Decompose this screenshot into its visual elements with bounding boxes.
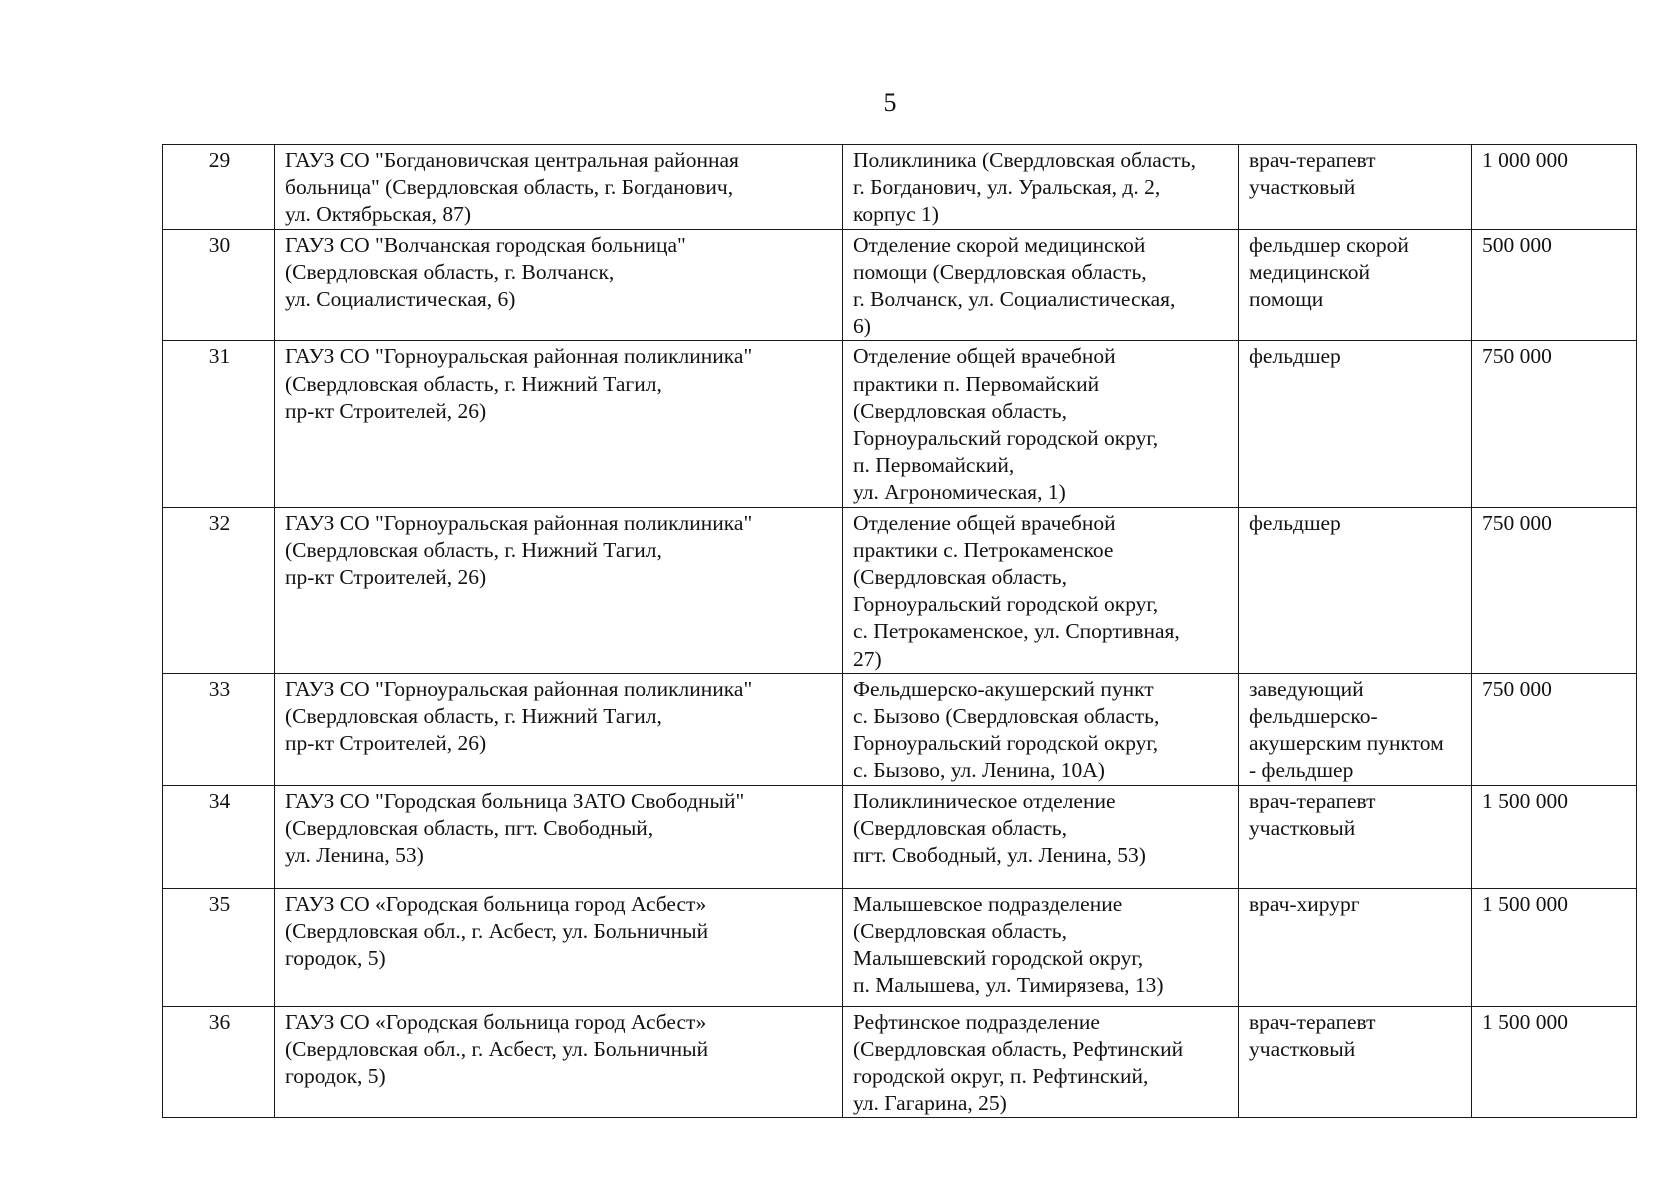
- organization-line: ул. Социалистическая, 6): [285, 287, 516, 312]
- workplace-line: Горноуральский городской округ,: [853, 426, 1159, 451]
- workplace-line: п. Первомайский,: [853, 453, 1015, 478]
- organization-cell: [275, 341, 843, 507]
- organization-line: больница" (Свердловская область, г. Богданович,: [285, 175, 734, 200]
- position-cell: [1239, 1006, 1472, 1118]
- organization-line: ул. Октябрьская, 87): [285, 202, 471, 227]
- position-cell: [1239, 673, 1472, 785]
- page-number: 5: [883, 88, 897, 117]
- position-line: акушерским пунктом: [1249, 731, 1444, 756]
- amount-cell: [1472, 145, 1637, 230]
- amount-cell: [1472, 507, 1637, 673]
- organization-line: ГАУЗ СО "Богдановичская центральная районная: [285, 148, 739, 172]
- position-cell: [1239, 888, 1472, 1006]
- workplace-line: (Свердловская область,: [853, 398, 1067, 423]
- organization-line: (Свердловская область, г. Нижний Тагил,: [285, 371, 662, 396]
- workplace-line: п. Малышева, ул. Тимирязева, 13): [853, 973, 1164, 998]
- position-line: врач-терапевт: [1249, 788, 1376, 813]
- workplace-line: Поликлиника (Свердловская область,: [853, 148, 1196, 172]
- table-row: [163, 673, 1637, 785]
- workplace-line: г. Богданович, ул. Уральская, д. 2,: [853, 175, 1161, 200]
- row-number: 30: [208, 232, 231, 257]
- workplace-line: ул. Агрономическая, 1): [853, 480, 1066, 505]
- workplace-line: Фельдшерско-акушерский пункт: [853, 676, 1154, 701]
- workplace-line: Отделение скорой медицинской: [853, 232, 1146, 257]
- organization-line: ГАУЗ СО "Горноуральская районная поликлиника": [285, 676, 753, 701]
- row-number-cell: [163, 785, 275, 888]
- row-number-cell: [163, 673, 275, 785]
- row-number-cell: [163, 888, 275, 1006]
- table-row: [163, 888, 1637, 1006]
- organization-line: ГАУЗ СО «Городская больница город Асбест»: [285, 891, 707, 916]
- position-line: участковый: [1249, 815, 1356, 840]
- organization-line: городок, 5): [285, 946, 386, 971]
- position-cell: [1239, 341, 1472, 507]
- organization-line: ул. Ленина, 53): [285, 843, 424, 868]
- row-number: 34: [208, 788, 231, 813]
- amount-cell: [1472, 1006, 1637, 1118]
- organization-cell: [275, 145, 843, 230]
- organization-line: (Свердловская обл., г. Асбест, ул. Больничный: [285, 1036, 709, 1061]
- organization-cell: [275, 229, 843, 341]
- table-row: [163, 507, 1637, 673]
- row-number: 35: [208, 891, 231, 916]
- row-number-cell: [163, 229, 275, 341]
- position-line: заведующий: [1249, 676, 1364, 701]
- organization-line: ГАУЗ СО "Горноуральская районная поликлиника": [285, 510, 753, 535]
- row-number: 33: [208, 676, 231, 701]
- workplace-cell: [843, 229, 1239, 341]
- organization-line: городок, 5): [285, 1064, 386, 1089]
- organization-line: пр-кт Строителей, 26): [285, 565, 487, 590]
- table-row: [163, 229, 1637, 341]
- workplace-line: Рефтинское подразделение: [853, 1009, 1100, 1034]
- row-number-cell: [163, 507, 275, 673]
- position-cell: [1239, 229, 1472, 341]
- row-number: 31: [208, 344, 231, 369]
- workplace-line: Малышевское подразделение: [853, 891, 1123, 916]
- position-line: участковый: [1249, 175, 1356, 200]
- workplace-line: Отделение общей врачебной: [853, 510, 1116, 535]
- row-number: 32: [208, 510, 231, 535]
- workplace-line: пгт. Свободный, ул. Ленина, 53): [853, 843, 1146, 868]
- workplace-line: г. Волчанск, ул. Социалистическая,: [853, 287, 1176, 312]
- workplace-cell: [843, 1006, 1239, 1118]
- position-line: участковый: [1249, 1036, 1356, 1061]
- position-line: фельдшер: [1249, 510, 1341, 535]
- payment-amount: 1 500 000: [1482, 1009, 1568, 1034]
- workplace-line: Поликлиническое отделение: [853, 788, 1116, 813]
- amount-cell: [1472, 888, 1637, 1006]
- organization-line: (Свердловская обл., г. Асбест, ул. Больничный: [285, 918, 709, 943]
- organization-line: пр-кт Строителей, 26): [285, 731, 487, 756]
- organization-line: ГАУЗ СО "Городская больница ЗАТО Свободный": [285, 788, 745, 813]
- workplace-line: (Свердловская область,: [853, 565, 1067, 590]
- table-row: [163, 145, 1637, 230]
- organization-line: ГАУЗ СО "Волчанская городская больница": [285, 232, 686, 257]
- payment-amount: 1 000 000: [1482, 148, 1568, 172]
- workplace-cell: [843, 673, 1239, 785]
- workplace-line: корпус 1): [853, 202, 939, 227]
- workplace-line: (Свердловская область,: [853, 815, 1067, 840]
- position-line: - фельдшер: [1249, 758, 1354, 783]
- payment-amount: 1 500 000: [1482, 891, 1568, 916]
- position-line: врач-терапевт: [1249, 1009, 1376, 1034]
- organization-cell: [275, 507, 843, 673]
- position-line: фельдшер: [1249, 344, 1341, 369]
- table-row: [163, 341, 1637, 507]
- workplace-line: Горноуральский городской округ,: [853, 592, 1159, 617]
- workplace-line: Горноуральский городской округ,: [853, 731, 1159, 756]
- amount-cell: [1472, 341, 1637, 507]
- organization-line: (Свердловская область, г. Нижний Тагил,: [285, 704, 662, 729]
- workplace-cell: [843, 507, 1239, 673]
- organization-line: (Свердловская область, г. Нижний Тагил,: [285, 537, 662, 562]
- organization-cell: [275, 1006, 843, 1118]
- workplace-line: с. Петрокаменское, ул. Спортивная,: [853, 619, 1180, 644]
- organization-line: (Свердловская область, г. Волчанск,: [285, 259, 615, 284]
- workplace-cell: [843, 888, 1239, 1006]
- table-row: [163, 1006, 1637, 1118]
- organization-cell: [275, 785, 843, 888]
- payment-amount: 750 000: [1482, 676, 1552, 701]
- workplace-cell: [843, 785, 1239, 888]
- row-number-cell: [163, 145, 275, 230]
- organization-line: ГАУЗ СО "Горноуральская районная поликлиника": [285, 344, 753, 369]
- payment-amount: 750 000: [1482, 510, 1552, 535]
- workplace-cell: [843, 341, 1239, 507]
- organization-line: пр-кт Строителей, 26): [285, 398, 487, 423]
- workplace-line: ул. Гагарина, 25): [853, 1091, 1007, 1116]
- workplace-line: (Свердловская область,: [853, 918, 1067, 943]
- workplace-line: (Свердловская область, Рефтинский: [853, 1036, 1184, 1061]
- workplace-line: с. Бызово (Свердловская область,: [853, 704, 1160, 729]
- workplace-line: Малышевский городской округ,: [853, 946, 1144, 971]
- position-line: фельдшер скорой: [1249, 232, 1409, 257]
- position-cell: [1239, 785, 1472, 888]
- payment-amount: 750 000: [1482, 344, 1552, 369]
- organization-cell: [275, 888, 843, 1006]
- workplace-line: городской округ, п. Рефтинский,: [853, 1064, 1149, 1089]
- workplace-cell: [843, 145, 1239, 230]
- row-number-cell: [163, 1006, 275, 1118]
- organization-line: (Свердловская область, пгт. Свободный,: [285, 815, 654, 840]
- workplace-line: Отделение общей врачебной: [853, 344, 1116, 369]
- amount-cell: [1472, 785, 1637, 888]
- position-line: врач-хирург: [1249, 891, 1360, 916]
- position-cell: [1239, 145, 1472, 230]
- payment-amount: 500 000: [1482, 232, 1552, 257]
- workplace-line: с. Бызово, ул. Ленина, 10А): [853, 758, 1105, 783]
- workplace-line: практики п. Первомайский: [853, 371, 1100, 396]
- amount-cell: [1472, 229, 1637, 341]
- workplace-line: 27): [853, 646, 882, 671]
- organization-cell: [275, 673, 843, 785]
- workplace-line: 6): [853, 314, 871, 339]
- workplace-line: помощи (Свердловская область,: [853, 259, 1147, 284]
- table-row: [163, 785, 1637, 888]
- position-cell: [1239, 507, 1472, 673]
- institutions-table: [162, 144, 1637, 1118]
- position-line: помощи: [1249, 287, 1324, 312]
- position-line: врач-терапевт: [1249, 148, 1376, 172]
- payment-amount: 1 500 000: [1482, 788, 1568, 813]
- row-number: 29: [208, 148, 231, 172]
- position-line: медицинской: [1249, 259, 1370, 284]
- position-line: фельдшерско-: [1249, 704, 1378, 729]
- row-number-cell: [163, 341, 275, 507]
- row-number: 36: [208, 1009, 231, 1034]
- amount-cell: [1472, 673, 1637, 785]
- organization-line: ГАУЗ СО «Городская больница город Асбест»: [285, 1009, 707, 1034]
- workplace-line: практики с. Петрокаменское: [853, 537, 1114, 562]
